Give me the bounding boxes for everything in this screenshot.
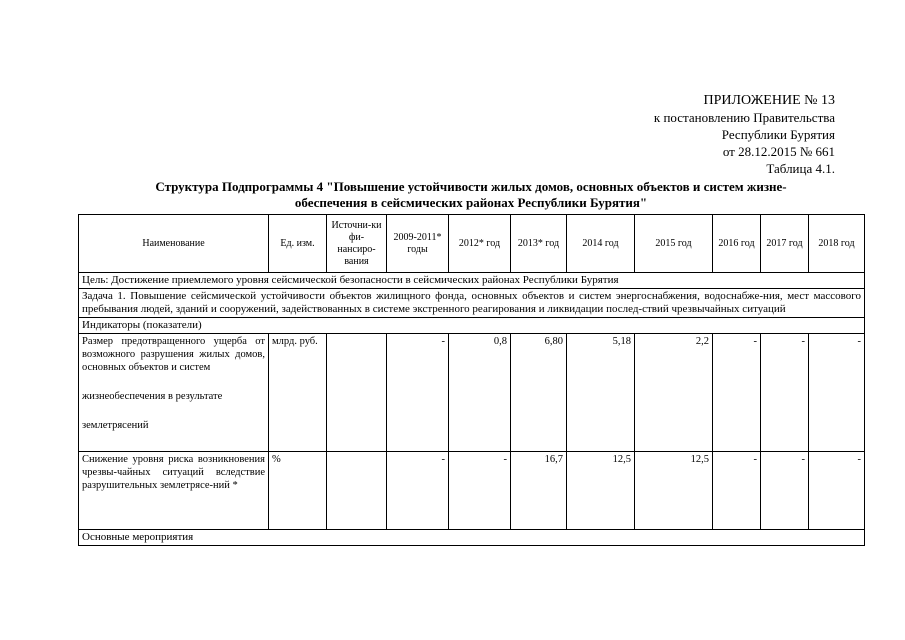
- table-number: Таблица 4.1.: [766, 161, 835, 176]
- main-activities-label: Основные мероприятия: [79, 530, 865, 546]
- row2-2017: -: [761, 452, 809, 530]
- table-row: [79, 334, 865, 452]
- row2-unit: %: [269, 452, 327, 530]
- decree-line-2: Республики Бурятия: [721, 127, 835, 142]
- row1-2017: -: [761, 334, 809, 452]
- task-text: Задача 1. Повышение сейсмической устойчивости объектов жилищного фонда, основных объектов и систем энергоснабжения, водоснабже-ния, мест массового пребывания людей, зданий и сооружений, задействованных в системе экстренного реагирования и ликвидации послед-ствий чрезвычайных ситуаций: [79, 289, 865, 318]
- row2-2012: -: [449, 452, 511, 530]
- appendix-number: ПРИЛОЖЕНИЕ № 13: [703, 93, 835, 108]
- row2-2014: 12,5: [567, 452, 635, 530]
- col-header-2013: 2013* год: [511, 215, 567, 273]
- row1-2009-2011: -: [387, 334, 449, 452]
- row1-2018: -: [809, 334, 865, 452]
- col-header-2018: 2018 год: [809, 215, 865, 273]
- goal-row: [79, 273, 865, 289]
- col-header-name: Наименование: [79, 215, 269, 273]
- task-row: [79, 289, 865, 318]
- title-line-1: Структура Подпрограммы 4 "Повышение устойчивости жилых домов, основных объектов и систем жизне-: [155, 179, 787, 194]
- row2-2009-2011: -: [387, 452, 449, 530]
- indicators-row: [79, 318, 865, 334]
- subprogram-structure-table: [78, 214, 865, 546]
- row1-name-part-b: жизнеобеспечения в результате: [82, 391, 223, 402]
- row2-2016: -: [713, 452, 761, 530]
- indicators-label: Индикаторы (показатели): [79, 318, 865, 334]
- col-header-2017: 2017 год: [761, 215, 809, 273]
- col-header-2012: 2012* год: [449, 215, 511, 273]
- row2-2015: 12,5: [635, 452, 713, 530]
- col-header-2016: 2016 год: [713, 215, 761, 273]
- row1-unit: млрд. руб.: [269, 334, 327, 452]
- title-line-2: обеспечения в сейсмических районах Республики Бурятия": [294, 195, 648, 210]
- table-row: [79, 452, 865, 530]
- col-header-source: Источни-ки фи-нансиро-вания: [327, 215, 387, 273]
- row1-2015: 2,2: [635, 334, 713, 452]
- row1-2013: 6,80: [511, 334, 567, 452]
- row2-name: Снижение уровня риска возникновения чрезвы-чайных ситуаций вследствие разрушительных землетрясе-ний *: [79, 452, 269, 530]
- row2-source: [327, 452, 387, 530]
- col-header-2009-2011: 2009-2011* годы: [387, 215, 449, 273]
- row1-name-cell: [79, 334, 269, 452]
- col-header-2015: 2015 год: [635, 215, 713, 273]
- row2-2013: 16,7: [511, 452, 567, 530]
- row1-name-part-a: Размер предотвращенного ущерба от возможного разрушения жилых домов, основных объектов и систем: [82, 336, 265, 373]
- row2-2018: -: [809, 452, 865, 530]
- row1-2016: -: [713, 334, 761, 452]
- decree-line-1: к постановлению Правительства: [653, 110, 835, 125]
- main-activities-row: [79, 530, 865, 546]
- table-header-row: [79, 215, 865, 273]
- decree-date: от 28.12.2015 № 661: [722, 144, 835, 159]
- appendix-header: [654, 92, 835, 177]
- row1-source: [327, 334, 387, 452]
- col-header-2014: 2014 год: [567, 215, 635, 273]
- goal-text: Цель: Достижение приемлемого уровня сейсмической безопасности в сейсмических районах Республики Бурятия: [79, 273, 865, 289]
- row1-2012: 0,8: [449, 334, 511, 452]
- row1-name-part-c: землетрясений: [82, 420, 149, 431]
- col-header-unit: Ед. изм.: [269, 215, 327, 273]
- row1-2014: 5,18: [567, 334, 635, 452]
- document-title: [78, 179, 864, 211]
